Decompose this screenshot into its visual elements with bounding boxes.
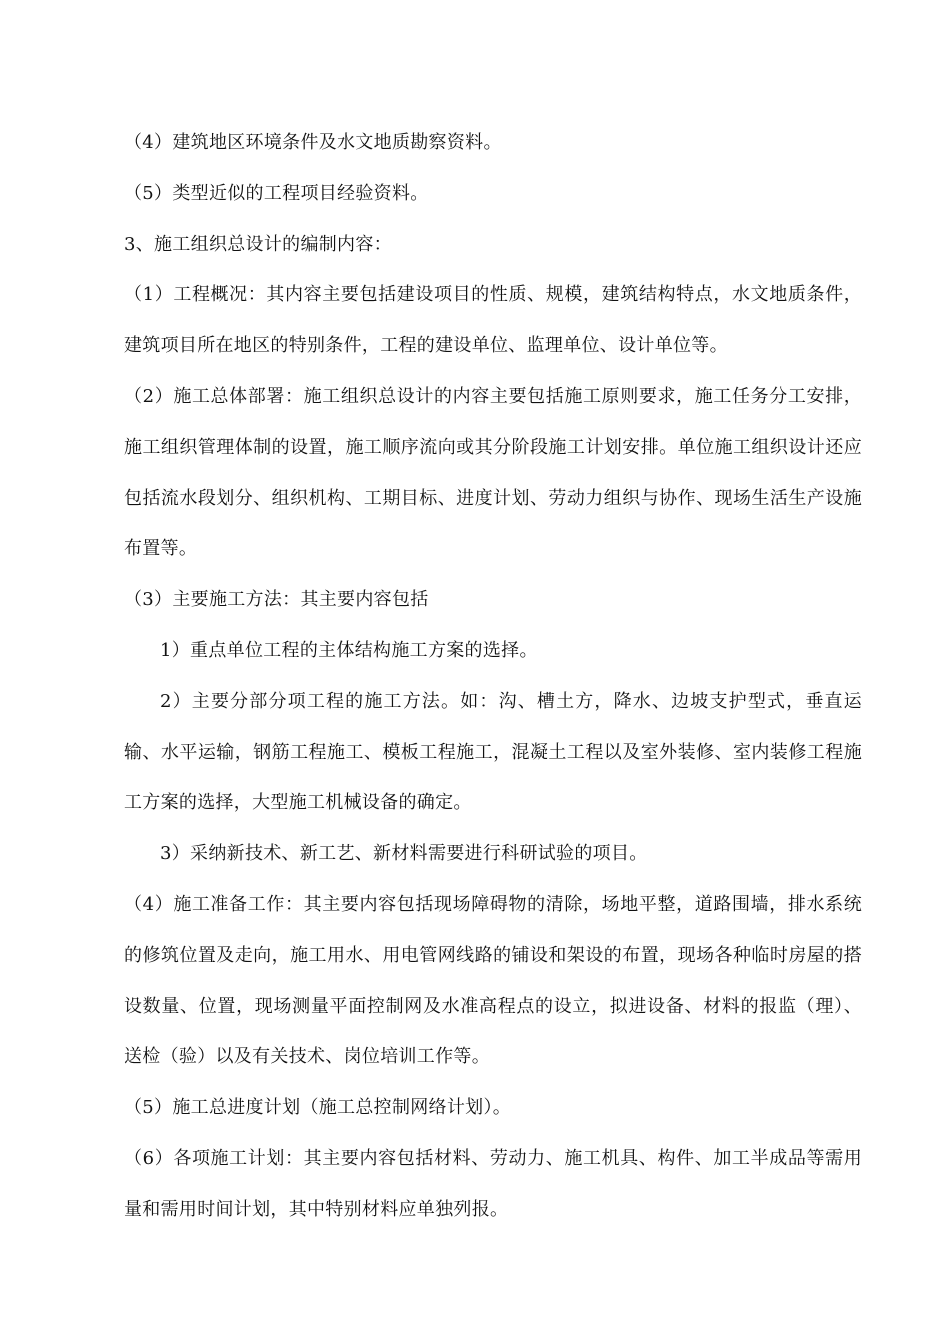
list-item-subdivision-methods: 2）主要分部分项工程的施工方法。如：沟、槽土方，降水、边坡支护型式，垂直运输、水平运输，钢筋工程施工、模板工程施工，混凝土工程以及室外装修、室内装修工程施工方案的选择，大型施工机械设备的确定。 [124, 690, 862, 814]
paragraph-project-overview: （1）工程概况：其内容主要包括建设项目的性质、规模，建筑结构特点，水文地质条件，建筑项目所在地区的特别条件，工程的建设单位、监理单位、设计单位等。 [124, 284, 862, 357]
paragraph-similar-projects: （5）类型近似的工程项目经验资料。 [124, 182, 429, 204]
section-heading-compilation-content: 3、施工组织总设计的编制内容： [124, 233, 392, 255]
list-item-new-technology: 3）采纳新技术、新工艺、新材料需要进行科研试验的项目。 [160, 843, 648, 865]
paragraph-master-schedule: （5）施工总进度计划（施工总控制网络计划）。 [124, 1097, 512, 1119]
list-item-key-unit-plan: 1）重点单位工程的主体结构施工方案的选择。 [160, 639, 538, 661]
document-body [124, 118, 862, 1236]
paragraph-geology-data: （4）建筑地区环境条件及水文地质勘察资料。 [124, 132, 502, 153]
paragraph-construction-plans: （6）各项施工计划：其主要内容包括材料、劳动力、施工机具、构件、加工半成品等需用量和需用时间计划，其中特别材料应单独列报。 [124, 1147, 862, 1220]
paragraph-main-methods: （3）主要施工方法：其主要内容包括 [124, 589, 429, 611]
paragraph-preparation-work: （4）施工准备工作：其主要内容包括现场障碍物的清除，场地平整，道路围墙，排水系统的修筑位置及走向，施工用水、用电管网线路的铺设和架设的布置，现场各种临时房屋的搭设数量、位置，现场测量平面控制网及水准高程点的设立，拟进设备、材料的报监（理）、送检（验）以及有关技术、岗位培训工作等。 [124, 893, 862, 1068]
paragraph-overall-deployment: （2）施工总体部署：施工组织总设计的内容主要包括施工原则要求，施工任务分工安排，施工组织管理体制的设置，施工顺序流向或其分阶段施工计划安排。单位施工组织设计还应包括流水段划分、组织机构、工期目标、进度计划、劳动力组织与协作、现场生活生产设施布置等。 [124, 385, 862, 560]
